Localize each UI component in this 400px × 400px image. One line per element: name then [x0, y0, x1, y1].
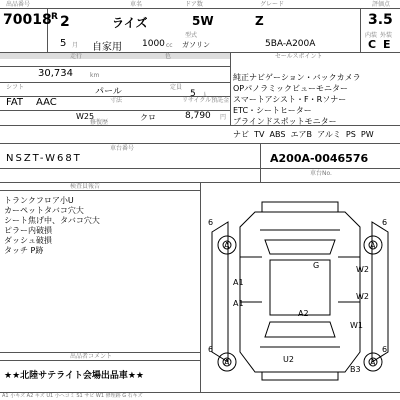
model-code: NSZT-W68T	[6, 153, 82, 164]
displacement: 1000	[142, 39, 165, 49]
color-label: 色	[165, 53, 172, 60]
model-label: 車名	[130, 1, 143, 8]
equipment-row	[233, 129, 374, 140]
sales-point-item: 純正ナビゲーション・バックカメラ	[233, 73, 361, 82]
cc-unit: cc	[166, 42, 173, 49]
color: パール	[95, 87, 122, 97]
damage-mark: U2	[283, 355, 294, 364]
damage-mark: 6	[382, 345, 388, 354]
damage-mark: B3	[350, 365, 361, 374]
rule	[0, 66, 230, 67]
note-line: ピラー内破損	[4, 226, 52, 235]
rule	[260, 143, 261, 182]
seats: 5	[190, 89, 196, 99]
note-line: トランクフロア小U	[4, 196, 74, 205]
model-name: ライズ	[112, 16, 148, 30]
size-h: クロ	[140, 113, 156, 122]
interior-label: 内装	[365, 32, 378, 39]
score: 3.5	[368, 12, 393, 28]
mileage-label: 走行	[70, 53, 83, 60]
vin-number: A200A-0046576	[270, 152, 369, 165]
rule	[0, 143, 400, 144]
sales-point-item: OPパノラミックビューモニター	[233, 84, 348, 93]
type-label: 型式	[185, 32, 198, 39]
exterior-grade: E	[383, 38, 391, 51]
footer-legend: A1 小キズ A2 キズ U1 小ヘコミ S1 サビ W1 修理跡 G 石キズ	[2, 393, 143, 399]
equip-ps: PS	[345, 130, 356, 139]
damage-mark: W2	[356, 292, 369, 301]
sales-point-item: ETC・シートヒーター	[233, 106, 312, 115]
interior-grade: C	[368, 38, 377, 51]
recycle-label: リサイクル預託金	[182, 97, 230, 104]
equip-navi: ナビ	[233, 130, 249, 139]
rule	[0, 168, 400, 169]
year: 2	[60, 14, 70, 30]
note-line: カーペットタバコ穴大	[4, 206, 84, 215]
equip-abs: ABS	[269, 130, 286, 139]
score-label: 評価点	[372, 1, 391, 8]
recycle-unit: 円	[220, 114, 227, 121]
sales-point-item: ブラインドスポットモニター	[233, 117, 337, 126]
fuel: ガソリン	[182, 41, 210, 49]
month-label: 月	[72, 42, 79, 49]
size-l: W25	[76, 112, 95, 121]
damage-mark: G	[313, 261, 320, 270]
damage-mark: W2	[356, 265, 369, 274]
equip-pw: PW	[360, 130, 374, 139]
damage-mark: A1	[233, 278, 244, 287]
trans-label: シフト	[6, 84, 25, 91]
lot-number: 70018	[3, 12, 52, 28]
damage-mark: A1	[233, 299, 244, 308]
use-type: 自家用	[92, 42, 122, 53]
recycle-amount: 8,790	[185, 111, 211, 121]
mileage-unit: km	[90, 72, 100, 79]
seat-unit: 人	[202, 92, 209, 99]
sales-point-item: スマートアシスト・F・Rソナー	[233, 95, 347, 104]
rule	[230, 52, 231, 125]
rule	[360, 8, 361, 52]
damage-mark: 6	[208, 345, 214, 354]
rule	[0, 82, 230, 83]
month: 5	[60, 38, 67, 49]
rule	[0, 8, 400, 9]
repair-label: 修復歴	[90, 119, 109, 126]
vin-label: 車台番号	[110, 145, 135, 152]
note-line: タッチ P跡	[4, 246, 44, 255]
damage-mark: W1	[350, 321, 363, 330]
sales-points	[233, 72, 361, 127]
door-label: ドア数	[185, 1, 203, 8]
rule	[0, 190, 200, 191]
damage-mark: A	[370, 358, 376, 367]
lot-label: 出品番号	[6, 1, 31, 8]
vin-sublabel: 車台No.	[310, 170, 332, 177]
inspector-notes	[4, 196, 100, 256]
notes-title: 検査員報告	[70, 183, 101, 190]
seat-label: 定員	[170, 84, 183, 91]
size-label: 寸法	[110, 97, 123, 104]
damage-mark: A	[224, 358, 230, 367]
grade: Z	[255, 14, 264, 28]
exterior-label: 外装	[380, 32, 393, 39]
damage-mark: 6	[382, 218, 388, 227]
equip-airbag: エアB	[290, 130, 313, 139]
equip-tv: TV	[254, 130, 265, 139]
rule	[0, 360, 200, 361]
damage-mark: A	[370, 241, 376, 250]
note-line: ダッシュ破損	[4, 236, 52, 245]
model-type: 5BA-A200A	[265, 39, 316, 49]
sales-point-label: セールスポイント	[275, 53, 323, 60]
doors: 5W	[192, 14, 214, 28]
damage-mark: A2	[298, 309, 309, 318]
mileage: 30,734	[38, 68, 73, 79]
year-era: R	[51, 12, 58, 22]
grade-label: グレード	[260, 1, 285, 8]
comment-title: 出品者コメント	[70, 353, 113, 360]
note-line: シート焦げ中、タバコ穴大	[4, 216, 100, 225]
damage-mark: 6	[208, 218, 214, 227]
equip-alloy: アルミ	[317, 130, 341, 139]
seller-comment: ★★北陸サテライト会場出品車★★	[4, 371, 145, 381]
car-damage-diagram	[200, 182, 400, 392]
damage-mark: A	[224, 241, 230, 250]
air-conditioner: AAC	[36, 97, 57, 108]
transmission: FAT	[6, 97, 24, 108]
